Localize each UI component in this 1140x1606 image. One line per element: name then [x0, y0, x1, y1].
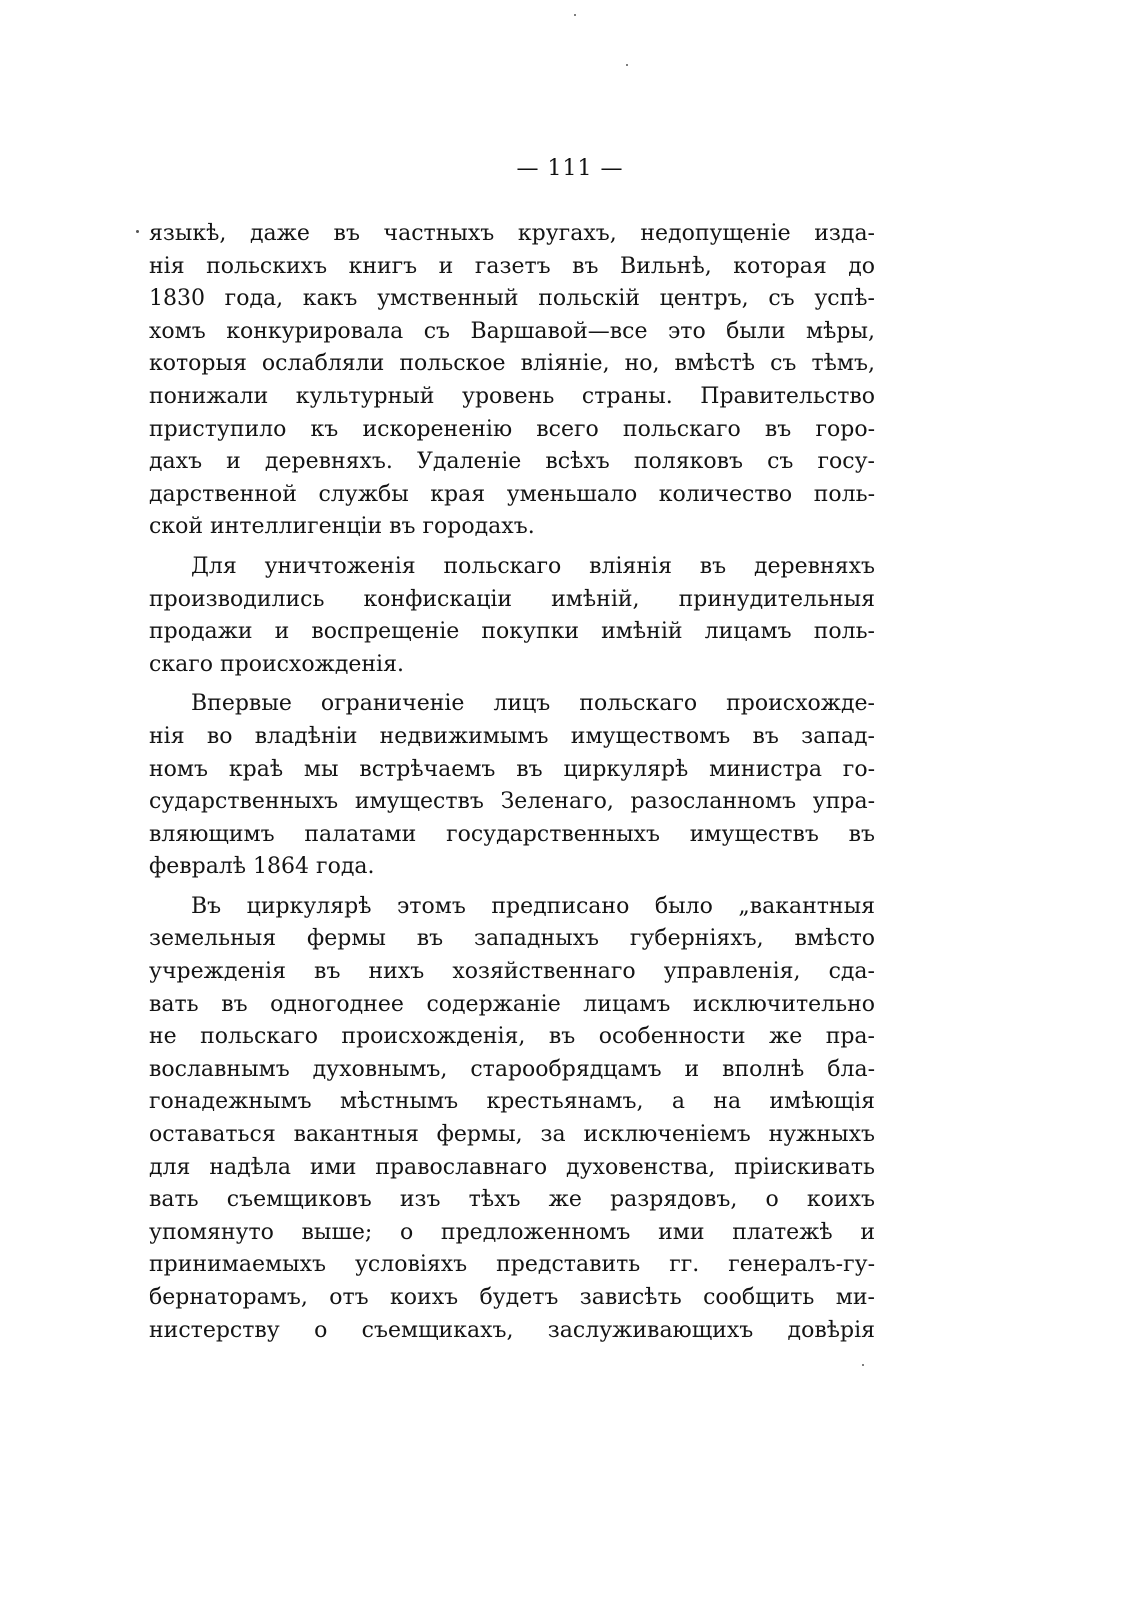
text-line: Для уничтоженія польскаго вліянія въ деревняхъ — [191, 553, 875, 579]
text-line: производились конфискаціи имѣній, принудительныя — [149, 586, 875, 612]
text-line: вославнымъ духовнымъ, старообрядцамъ и вполнѣ бла- — [149, 1056, 875, 1082]
scan-speck — [862, 1364, 864, 1366]
text-line: языкѣ, даже въ частныхъ кругахъ, недопущеніе изда- — [149, 221, 875, 246]
text-line: гонадежнымъ мѣстнымъ крестьянамъ, а на имѣющія — [149, 1089, 875, 1115]
scan-speck — [626, 64, 628, 66]
scan-speck — [136, 230, 139, 233]
text-line: вляющимъ палатами государственныхъ имуществъ въ — [149, 821, 875, 847]
text-line: 1830 года, какъ умственный польскій центръ, съ успѣ- — [149, 286, 875, 312]
text-line: нія польскихъ книгъ и газетъ въ Вильнѣ, которая до — [149, 253, 875, 279]
text-line: дахъ и деревняхъ. Удаленіе всѣхъ поляковъ съ госу- — [149, 449, 875, 475]
text-line: нія во владѣніи недвижимымъ имуществомъ въ запад- — [149, 723, 875, 749]
paragraph-3 — [149, 688, 875, 884]
text-line: дарственной службы края уменьшало количество поль- — [149, 481, 875, 507]
text-line: ской интеллигенціи въ городахъ. — [149, 514, 535, 540]
text-line: скаго происхожденія. — [149, 651, 404, 677]
text-line: нистерству о съемщикахъ, заслуживающихъ довѣрія — [149, 1317, 875, 1343]
text-line: учрежденія въ нихъ хозяйственнаго управленія, сда- — [149, 959, 875, 985]
text-line: вать съемщиковъ изъ тѣхъ же разрядовъ, о коихъ — [149, 1187, 875, 1213]
text-line: упомянуто выше; о предложенномъ ими платежѣ и — [149, 1219, 875, 1245]
text-line: вать въ одногоднее содержаніе лицамъ исключительно — [149, 991, 875, 1017]
text-line: хомъ конкурировала съ Варшавой—все это были мѣры, — [149, 318, 875, 344]
text-line: сударственныхъ имуществъ Зеленаго, разосланномъ упра- — [149, 789, 875, 815]
text-line: оставаться вакантныя фермы, за исключеніемъ нужныхъ — [149, 1122, 875, 1148]
text-line: земельныя фермы въ западныхъ губерніяхъ, вмѣсто — [149, 926, 875, 952]
text-line: принимаемыхъ условіяхъ представить гг. генералъ-гу- — [149, 1252, 875, 1278]
text-line: номъ краѣ мы встрѣчаемъ въ циркулярѣ министра го- — [149, 756, 875, 782]
text-line: Въ циркулярѣ этомъ предписано было „вакантныя — [191, 893, 875, 919]
text-line: приступило къ искорененію всего польскаго въ горо- — [149, 416, 875, 442]
paragraph-2 — [149, 551, 875, 681]
text-line: не польскаго происхожденія, въ особенности же пра- — [149, 1024, 875, 1050]
text-line: продажи и воспрещеніе покупки имѣній лицамъ поль- — [149, 619, 875, 645]
text-line: которыя ослабляли польское вліяніе, но, вмѣстѣ съ тѣмъ, — [149, 351, 875, 377]
body-text — [149, 218, 875, 1347]
scan-speck — [574, 14, 576, 16]
text-line: для надѣла ими православнаго духовенства, пріискивать — [149, 1154, 875, 1180]
text-line: понижали культурный уровень страны. Правительство — [149, 383, 875, 409]
text-line: Впервые ограниченіе лицъ польскаго происхожде- — [191, 691, 875, 717]
paragraph-4 — [149, 891, 875, 1347]
text-line: бернаторамъ, отъ коихъ будетъ зависѣть сообщить ми- — [149, 1285, 875, 1310]
paragraph-1 — [149, 218, 875, 544]
page-number: — 111 — — [516, 156, 624, 181]
text-line: февралѣ 1864 года. — [149, 854, 375, 880]
